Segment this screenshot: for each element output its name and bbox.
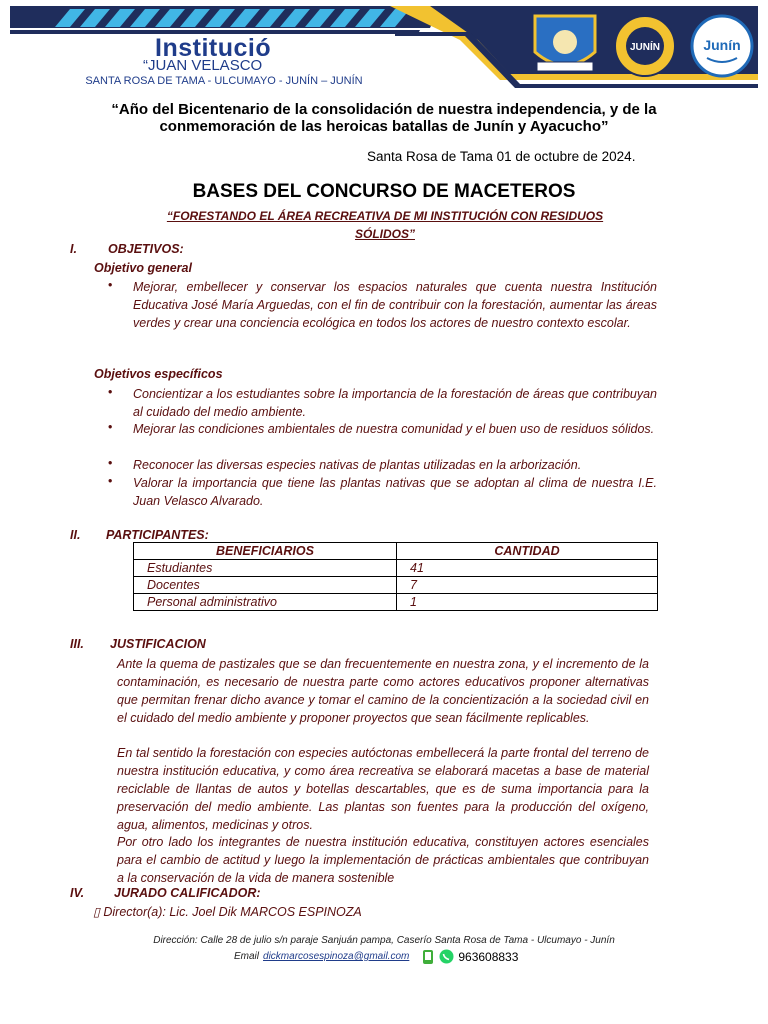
table-cell: Estudiantes [134,560,397,577]
institution-name: “JUAN VELASCO [143,57,263,74]
section-number: III. [70,637,84,651]
institution-location: SANTA ROSA DE TAMA - ULCUMAYO - JUNÍN – JUNÍN [85,75,363,87]
email-link[interactable]: dickmarcosespinoza@gmail.com [263,951,410,962]
table-row [134,560,658,577]
checkbox-icon: ▯ [93,905,100,919]
school-shield-logo [527,12,603,78]
section-title: JUSTIFICACION [110,637,206,651]
table-cell: Personal administrativo [134,594,397,611]
svg-text:Junín: Junín [703,37,741,53]
phone-number: 963608833 [458,949,519,964]
whatsapp-icon [439,949,454,964]
table-cell: 1 [397,594,658,611]
section-number: II. [70,528,81,542]
svg-text:JUNÍN: JUNÍN [629,42,661,53]
page-title: BASES DEL CONCURSO DE MACETEROS [192,181,576,202]
table-row [134,594,658,611]
table-header-row [134,543,658,560]
footer-address: Dirección: Calle 28 de julio s/n paraje Sanjuán pampa, Caserío Santa Rosa de Tama - Ulcumayo - Junín [153,935,615,946]
list-item: Mejorar las condiciones ambientales de nuestra comunidad y el buen uso de residuos sólidos. [133,422,655,436]
institution-label: Institució [155,34,272,62]
section-participantes-heading [70,528,209,542]
objetivos-especificos-heading: Objetivos específicos [94,367,223,381]
list-item: Concientizar a los estudiantes sobre la importancia de la forestación de áreas que contribuyan al cuidado del medio ambiente. [133,387,657,419]
table-cell: 41 [397,560,658,577]
participants-table [133,542,658,611]
section-number: I. [70,242,77,256]
table-row [134,577,658,594]
section-justificacion-heading [70,637,206,651]
paragraph: Por otro lado los integrantes de nuestra institución educativa, constituyen actores esenciales para el cambio de actitud y luego la implementación de prácticas ambientales que contribuyan a la conservación de la vida de manera sostenible [117,835,649,885]
list-item: Mejorar, embellecer y conservar los espacios naturales que cuenta nuestra Institución Educativa José María Arguedas, con el fin de contribuir con la forestación, aumentar las áreas verdes y crear una conciencia ecológica en todos los actores de nuestro contexto escolar. [133,280,657,330]
dre-junin-logo [689,14,755,78]
email-label: Email [234,951,260,962]
page-subtitle: “FORESTANDO EL ÁREA RECREATIVA DE MI INSTITUCIÓN CON RESIDUOS SÓLIDOS” [166,209,604,241]
section-title: PARTICIPANTES: [106,528,209,542]
table-header-cell: CANTIDAD [397,543,658,560]
paragraph: En tal sentido la forestación con especies autóctonas embellecerá la parte frontal del terreno de nuestra institución educativa, y como área recreativa se elaborará macetas a base de material reciclable de llantas de autos y botellas descartables, que es de suma importancia para la preservación del medio ambiente. Las plantas son fuentes para la producción del oxígeno, agua, alimentos, medicinas y otros. [117,746,649,832]
table-cell: Docentes [134,577,397,594]
bullet-icon: • [108,420,113,434]
paragraph: Ante la quema de pastizales que se dan frecuentemente en nuestra zona, y el incremento de la contaminación, es necesario de nuestra parte como actores educativos proponer alternativas que permitan frenar dicho avance y tomar el camino de la concientización a la sociedad civil en el cuidado del medio ambiente y proponer proyectos que sean fácilmente replicables. [117,657,649,725]
bullet-icon: • [108,456,113,470]
date-line: Santa Rosa de Tama 01 de octubre de 2024. [367,149,636,164]
mobile-phone-icon [421,950,435,964]
section-objetivos-heading [70,242,184,256]
bullet-icon: • [108,385,113,399]
bullet-icon: • [108,474,113,488]
table-header-cell: BENEFICIARIOS [134,543,397,560]
ugel-junin-logo [612,14,680,78]
section-title: OBJETIVOS: [108,242,184,256]
year-motto: “Año del Bicentenario de la consolidación de nuestra independencia, y de la conmemoración de las heroicas batallas de Junín y Ayacucho” [111,101,657,135]
section-title: JURADO CALIFICADOR: [114,886,261,900]
objetivo-general-heading: Objetivo general [94,261,192,275]
section-jurado-heading [70,886,261,900]
table-cell: 7 [397,577,658,594]
section-number: IV. [70,886,85,900]
jurado-item [93,904,362,919]
footer-contact [234,949,518,964]
jurado-text: Director(a): Lic. Joel Dik MARCOS ESPINOZA [103,905,362,919]
list-item: Valorar la importancia que tiene las plantas nativas que se adoptan al clima de nuestra I.E. Juan Velasco Alvarado. [133,476,657,508]
list-item: Reconocer las diversas especies nativas de plantas utilizadas en la arborización. [133,458,582,472]
bullet-icon: • [108,278,113,292]
